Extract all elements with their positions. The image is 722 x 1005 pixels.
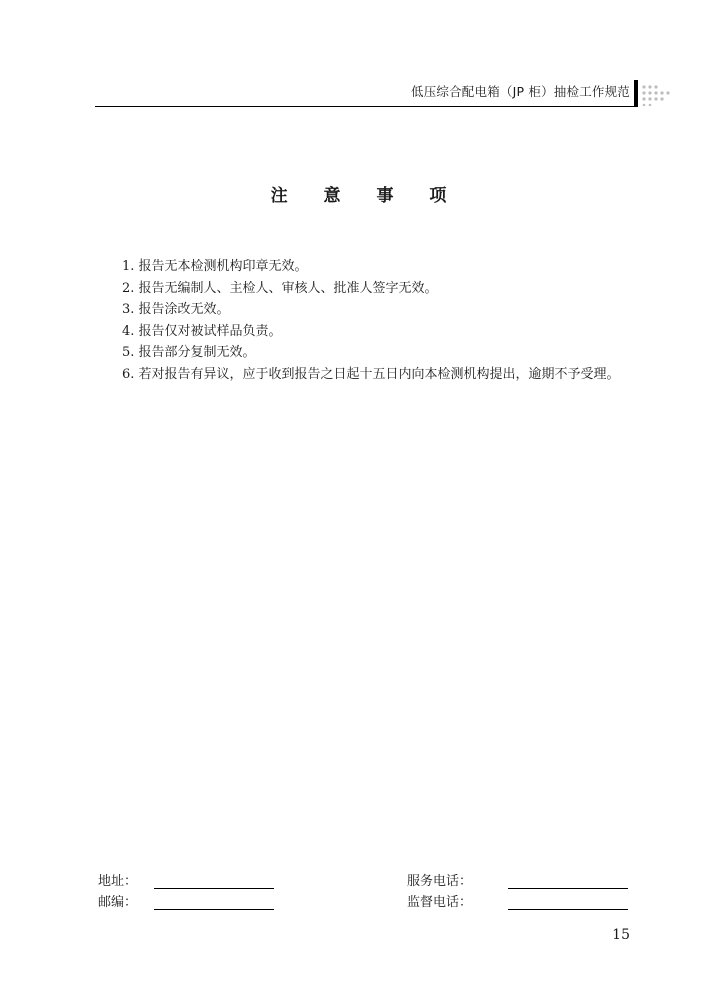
service-phone-blank — [508, 888, 628, 889]
notice-item: 6. 若对报告有异议，应于收到报告之日起十五日内向本检测机构提出，逾期不予受理。 — [122, 366, 620, 382]
notice-item: 3. 报告涂改无效。 — [122, 302, 230, 317]
page-number: 15 — [612, 927, 630, 943]
address-blank — [154, 888, 274, 889]
header-rule — [95, 106, 635, 107]
notice-list — [95, 256, 635, 385]
footer-row-address — [95, 872, 635, 892]
notice-item: 4. 报告仅对被试样品负责。 — [122, 323, 282, 339]
postcode-label: 邮编： — [98, 895, 138, 910]
page-title: 注 意 事 项 — [270, 186, 462, 206]
postcode-blank — [154, 909, 274, 910]
address-label: 地址： — [98, 874, 138, 889]
notice-item: 5. 报告部分复制无效。 — [122, 345, 256, 360]
notice-item: 2. 报告无编制人、主检人、审核人、批准人签字无效。 — [122, 280, 438, 296]
dot-pattern-icon — [641, 84, 675, 106]
supervision-phone-label: 监督电话： — [407, 895, 473, 910]
service-phone-label: 服务电话： — [407, 874, 473, 889]
footer-row-postcode — [95, 893, 635, 913]
supervision-phone-blank — [508, 909, 628, 910]
header-marker-bar — [634, 80, 638, 107]
running-header-title: 低压综合配电箱（JP 柜）抽检工作规范 — [411, 84, 630, 99]
notice-item: 1. 报告无本检测机构印章无效。 — [122, 259, 308, 274]
